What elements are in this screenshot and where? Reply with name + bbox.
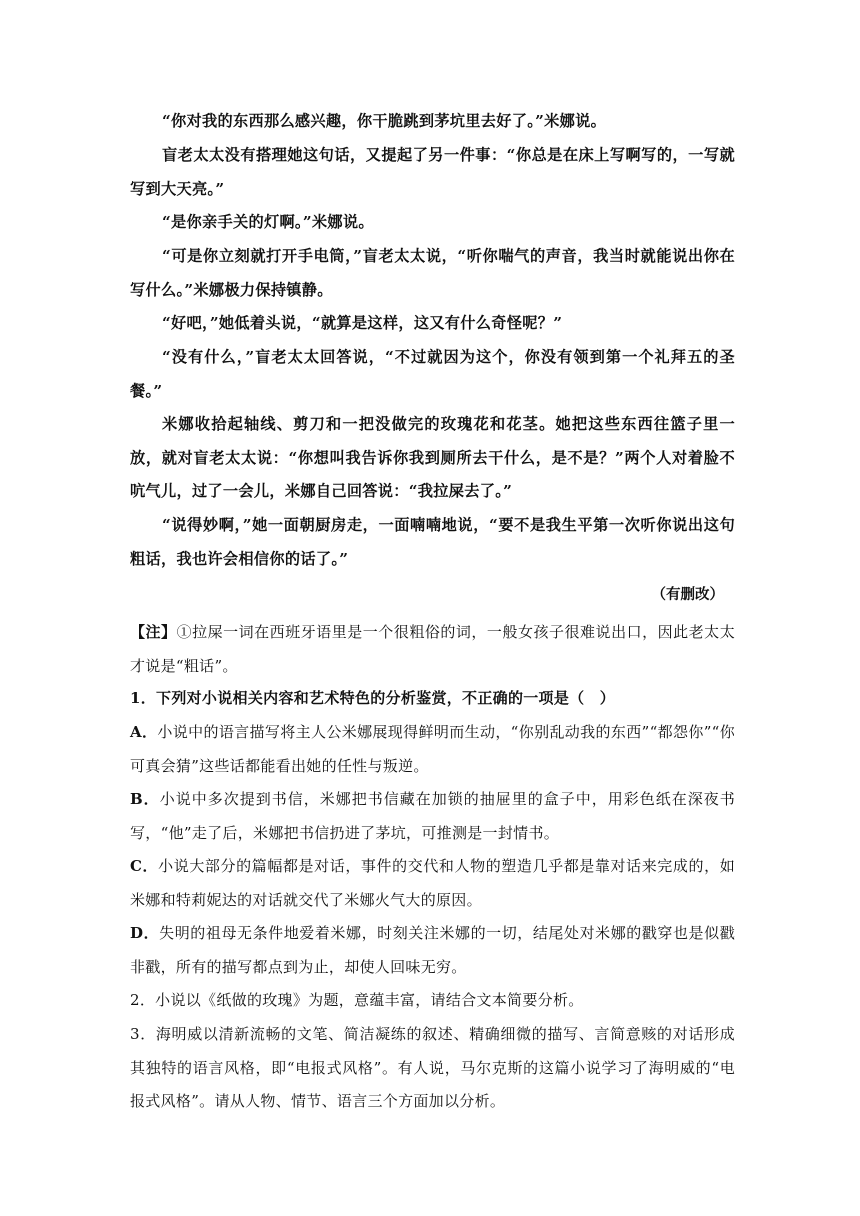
story-paragraph: 盲老太太没有搭理她这句话，又提起了另一件事：“你总是在床上写啊写的，一写就写到大天亮。” xyxy=(130,146,735,198)
question-2-text: 2．小说以《纸做的玫瑰》为题，意蕴丰富，请结合文本简要分析。 xyxy=(130,991,584,1009)
source-note: （有删改） xyxy=(651,586,724,603)
option-b-label: B． xyxy=(130,790,160,808)
story-paragraph: “是你亲手关的灯啊。”米娜说。 xyxy=(162,213,374,231)
story-paragraph: “没有什么，”盲老太太回答说，“不过就因为这个，你没有领到第一个礼拜五的圣餐。” xyxy=(130,348,735,400)
option-a-label: A． xyxy=(130,723,158,741)
story-paragraph: “说得妙啊，”她一面朝厨房走，一面喃喃地说，“要不是我生平第一次听你说出这句粗话，我也许会相信你的话了。” xyxy=(130,516,735,568)
option-a-text: 小说中的语言描写将主人公米娜展现得鲜明而生动，“你别乱动我的东西”“都怨你”“你可真会猜”这些话都能看出她的任性与叛逆。 xyxy=(130,723,735,775)
option-b xyxy=(130,783,735,850)
story-paragraph: “可是你立刻就打开手电筒，”盲老太太说，“听你喘气的声音，我当时就能说出你在写什么。”米娜极力保持镇静。 xyxy=(130,247,735,299)
annotation-note xyxy=(130,616,735,683)
story-paragraph: “你对我的东西那么感兴趣，你干脆跳到茅坑里去好了。”米娜说。 xyxy=(162,112,607,130)
question-2 xyxy=(130,984,735,1018)
question-1-stem xyxy=(130,682,735,716)
option-d-label: D． xyxy=(130,924,160,942)
option-c-label: C． xyxy=(130,857,159,875)
option-c xyxy=(130,850,735,917)
option-b-text: 小说中多次提到书信，米娜把书信藏在加锁的抽屉里的盒子中，用彩色纸在深夜书写，“他”走了后，米娜把书信扔进了茅坑，可推测是一封情书。 xyxy=(130,790,735,842)
question-3-text: 3．海明威以清新流畅的文笔、简洁凝练的叙述、精确细微的描写、言简意赅的对话形成其独特的语言风格，即“电报式风格”。有人说，马尔克斯的这篇小说学习了海明威的“电报式风格”。请从人物、情节、语言三个方面加以分析。 xyxy=(130,1025,735,1111)
option-d xyxy=(130,917,735,984)
story-paragraph: 米娜收拾起轴线、剪刀和一把没做完的玫瑰花和花茎。她把这些东西往篮子里一放，就对盲老太太说：“你想叫我告诉你我到厕所去干什么，是不是？”两个人对着脸不吭气儿，过了一会儿，米娜自己回答说：“我拉屎去了。” xyxy=(130,415,735,501)
annotation-label: 【注】 xyxy=(130,623,177,641)
option-a xyxy=(130,716,735,783)
option-c-text: 小说大部分的篇幅都是对话，事件的交代和人物的塑造几乎都是靠对话来完成的，如米娜和特莉妮达的对话就交代了米娜火气大的原因。 xyxy=(130,857,735,909)
question-1-text: 1．下列对小说相关内容和艺术特色的分析鉴赏，不正确的一项是（ ） xyxy=(130,689,616,707)
story-paragraph: “好吧，”她低着头说，“就算是这样，这又有什么奇怪呢？” xyxy=(162,314,563,332)
option-d-text: 失明的祖母无条件地爱着米娜，时刻关注米娜的一切，结尾处对米娜的戳穿也是似戳非戳，所有的描写都点到为止，却使人回味无穷。 xyxy=(130,924,735,976)
annotation-text: ①拉屎一词在西班牙语里是一个很粗俗的词，一般女孩子很难说出口，因此老太太才说是“粗话”。 xyxy=(130,623,735,675)
question-3 xyxy=(130,1018,735,1119)
